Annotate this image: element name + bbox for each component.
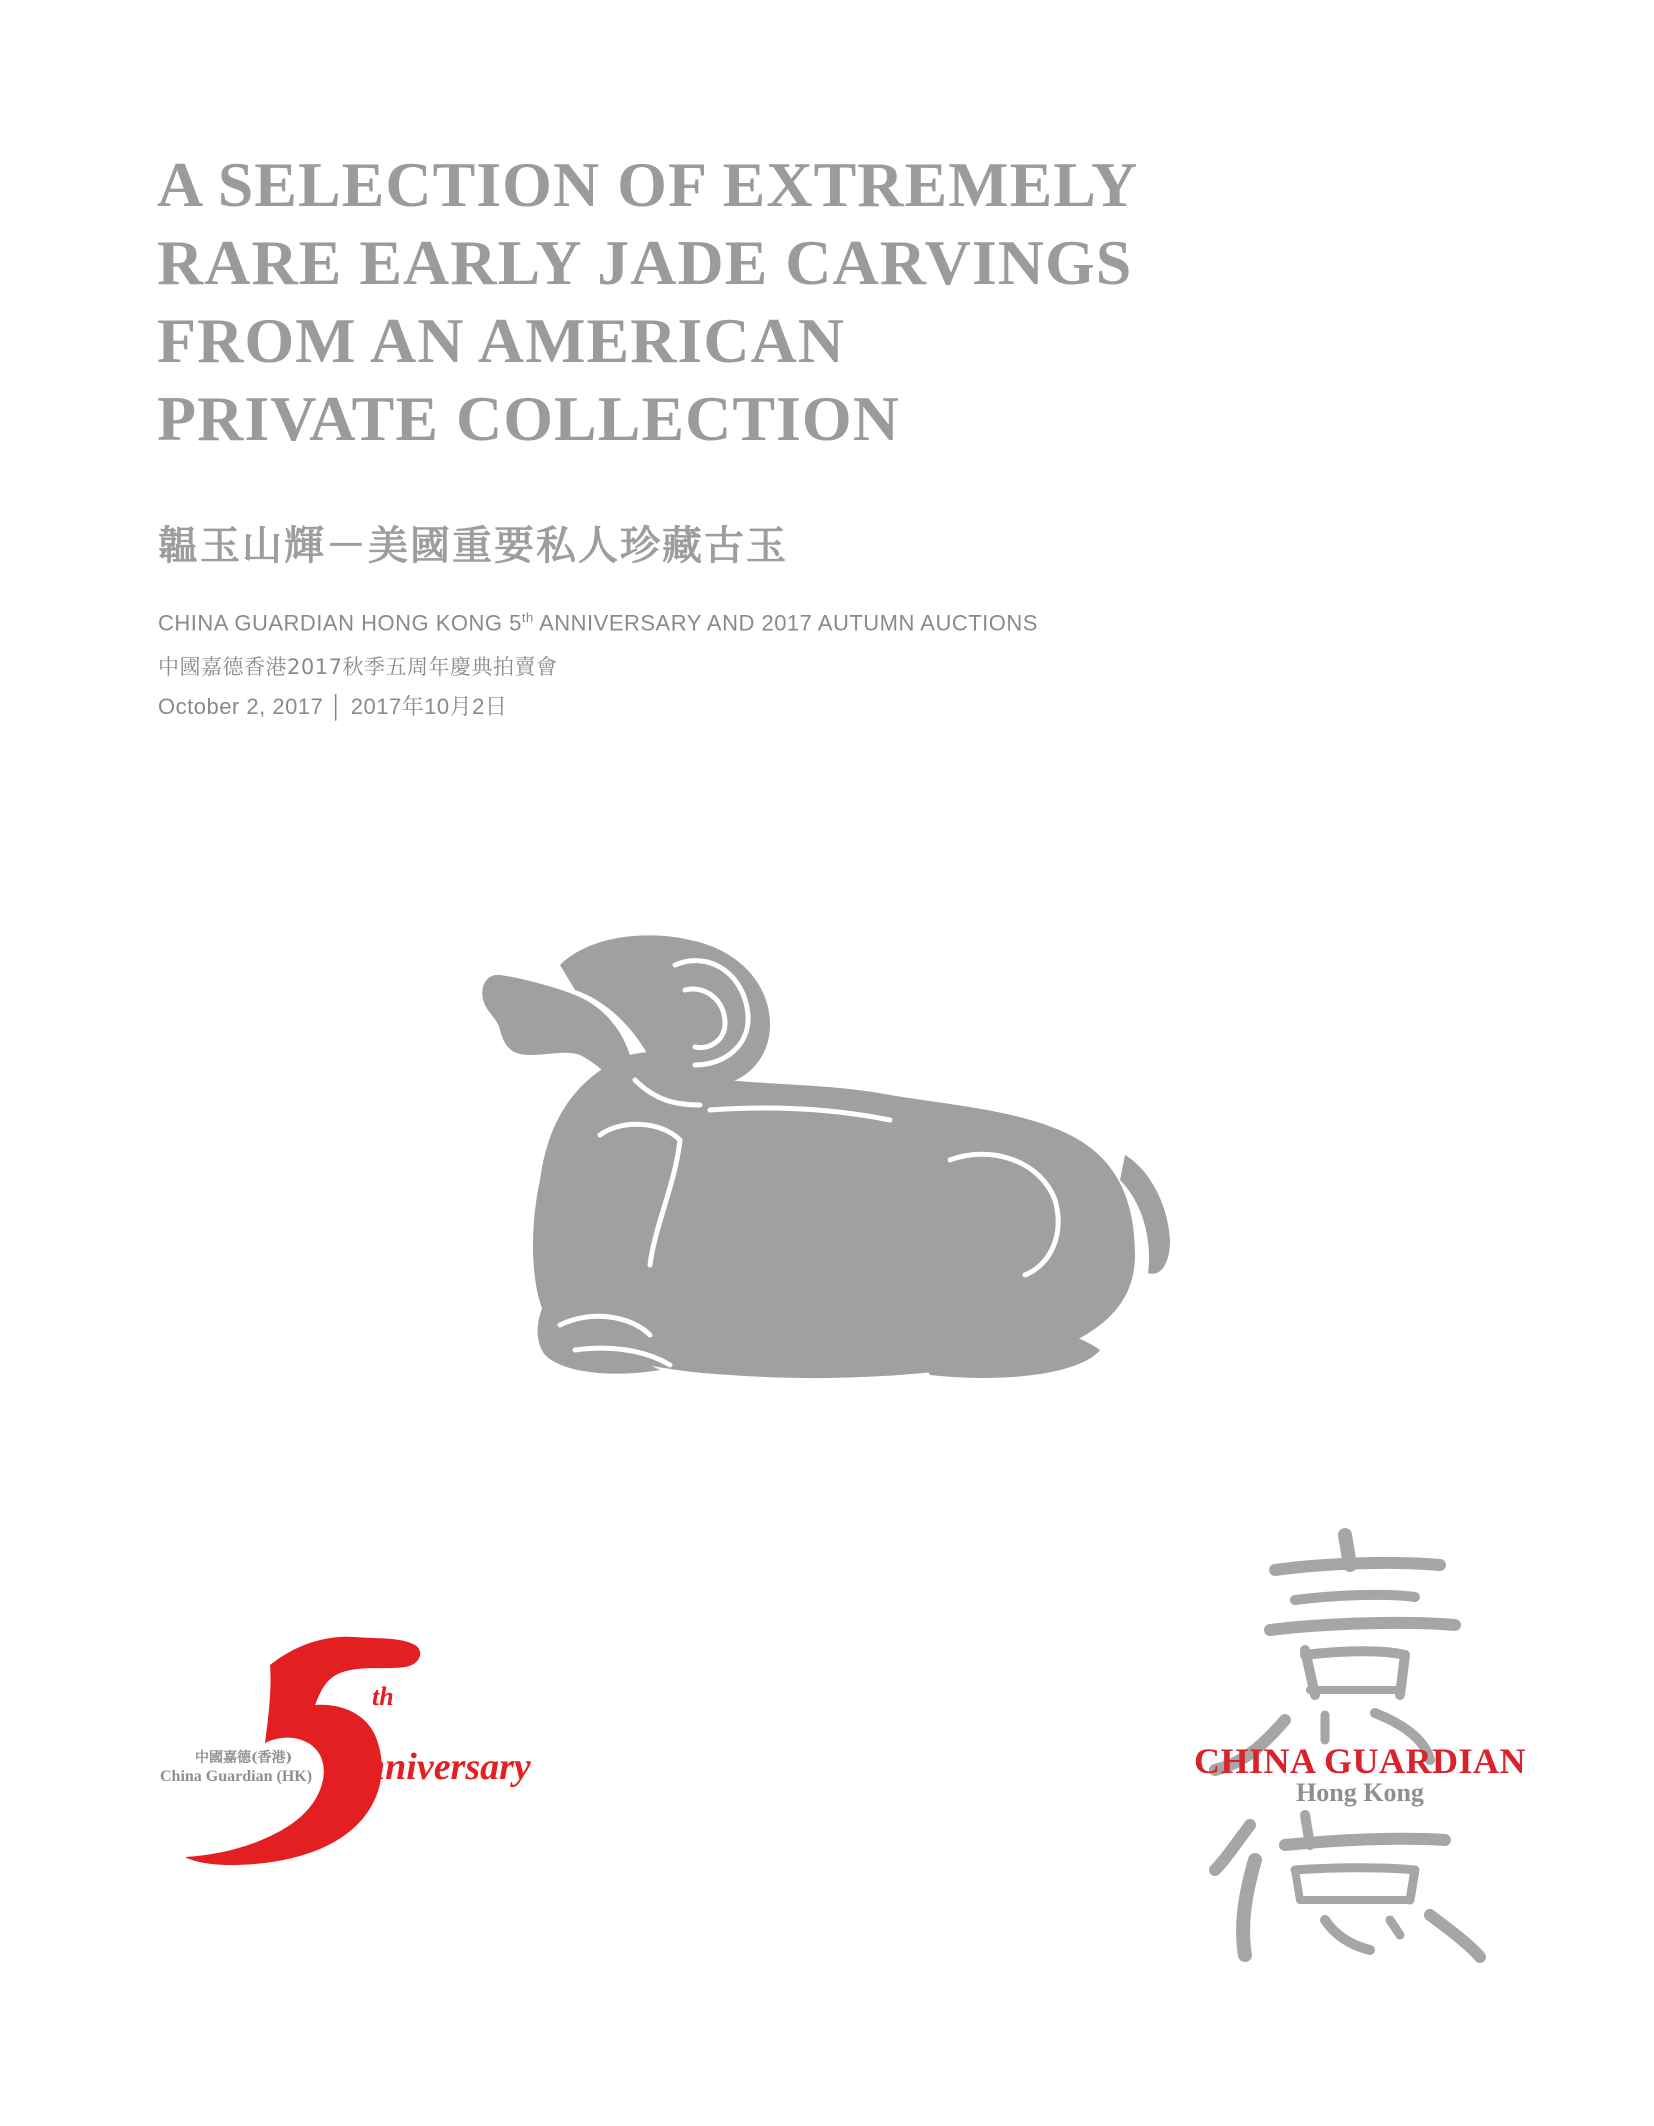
auction-name [158, 610, 1038, 636]
auction-name-chinese: 中國嘉德香港2017秋季五周年慶典拍賣會 [158, 655, 558, 679]
auction-name-part: ANNIVERSARY AND 2017 AUTUMN AUCTIONS [533, 610, 1038, 636]
anniversary-english-name: China Guardian (HK) [160, 1768, 313, 1785]
cover-title [157, 146, 1138, 458]
china-guardian-logo [1175, 1525, 1545, 1965]
china-guardian-city: Hong Kong [1296, 1778, 1424, 1807]
anniversary-ordinal: th [372, 1682, 394, 1711]
auction-date: October 2, 2017 │ 2017年10月2日 [158, 694, 508, 719]
anniversary-logo [150, 1625, 600, 1865]
title-line: FROM AN AMERICAN [157, 305, 845, 376]
anniversary-word: nniversary [364, 1746, 531, 1788]
anniversary-chinese-name: 中國嘉德(香港) [195, 1750, 293, 1766]
auction-name-ordinal: th [521, 610, 534, 625]
auction-name-part: CHINA GUARDIAN HONG KONG 5 [158, 610, 522, 636]
title-line: PRIVATE COLLECTION [157, 383, 900, 454]
cover-title-chinese: 韞玉山輝－美國重要私人珍藏古玉 [158, 522, 788, 569]
jade-ram-image [480, 905, 1200, 1405]
china-guardian-name: CHINA GUARDIAN [1193, 1741, 1527, 1781]
title-line: RARE EARLY JADE CARVINGS [157, 227, 1133, 298]
title-line: A SELECTION OF EXTREMELY [157, 149, 1139, 220]
